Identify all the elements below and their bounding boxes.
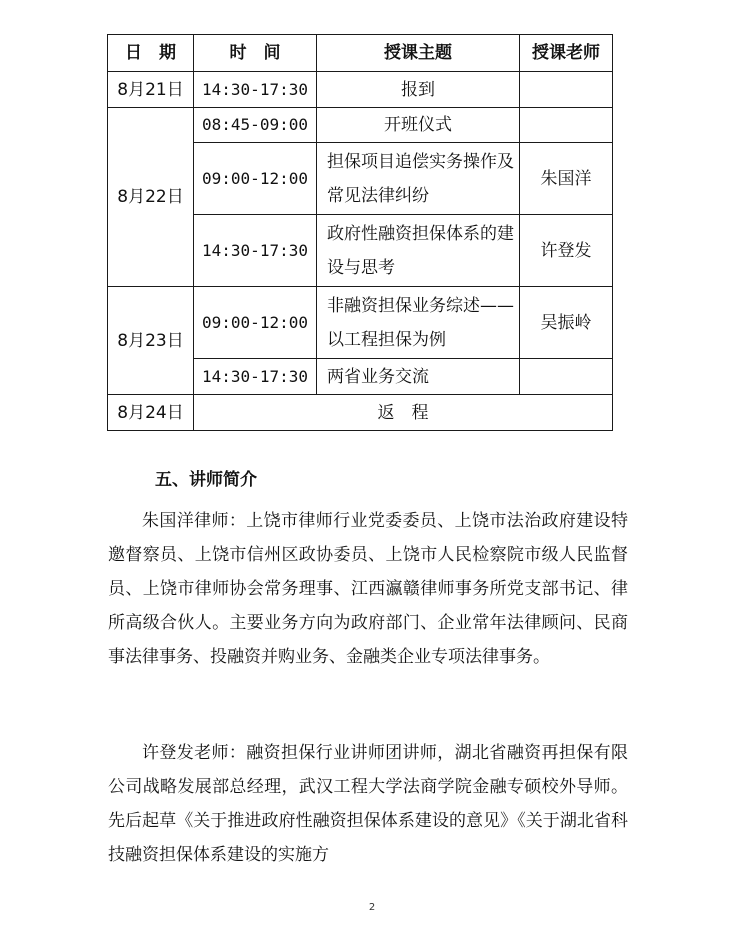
training-schedule-table [107,34,613,431]
instructor-bio-paragraph: 朱国洋律师：上饶市律师行业党委委员、上饶市法治政府建设特邀督察员、上饶市信州区政协委员、上饶市人民检察院市级人民监督员、上饶市律师协会常务理事、江西瀛赣律师事务所党支部书记、律所高级合伙人。主要业务方向为政府部门、企业常年法律顾问、民商事法律事务、投融资并购业务、金融类企业专项法律事务。 [108,511,628,667]
topic-cell: 担保项目追偿实务操作及常见法律纠纷 [317,143,520,215]
date-cell: 8月23日 [108,287,194,395]
date-cell: 8月24日 [108,395,194,431]
date-cell: 8月21日 [108,72,194,108]
header-date: 日 期 [108,35,194,72]
topic-cell: 政府性融资担保体系的建设与思考 [317,215,520,287]
page-number: 2 [368,902,376,913]
teacher-cell: 许登发 [520,215,613,287]
topic-cell: 两省业务交流 [317,359,520,395]
time-cell: 08:45-09:00 [194,108,317,143]
teacher-cell: 朱国洋 [520,143,613,215]
topic-cell: 非融资担保业务综述——以工程担保为例 [317,287,520,359]
table-row [108,108,613,143]
header-time: 时 间 [194,35,317,72]
table-row [108,287,613,359]
table-row [108,395,613,431]
date-cell: 8月22日 [108,108,194,287]
topic-cell: 返 程 [194,395,613,431]
teacher-cell [520,72,613,108]
time-cell: 14:30-17:30 [194,215,317,287]
table-row [108,72,613,108]
table-header-row [108,35,613,72]
time-cell: 14:30-17:30 [194,359,317,395]
topic-cell: 开班仪式 [317,108,520,143]
teacher-cell: 吴振岭 [520,287,613,359]
instructor-bio-paragraph: 许登发老师：融资担保行业讲师团讲师，湖北省融资再担保有限公司战略发展部总经理，武汉工程大学法商学院金融专硕校外导师。先后起草《关于推进政府性融资担保体系建设的意见》《关于湖北省科技融资担保体系建设的实施方 [108,743,628,865]
time-cell: 09:00-12:00 [194,143,317,215]
time-cell: 14:30-17:30 [194,72,317,108]
teacher-cell [520,359,613,395]
teacher-cell [520,108,613,143]
topic-cell: 报到 [317,72,520,108]
section-title: 五、讲师简介 [155,470,257,490]
header-topic: 授课主题 [317,35,520,72]
time-cell: 09:00-12:00 [194,287,317,359]
header-teacher: 授课老师 [520,35,613,72]
